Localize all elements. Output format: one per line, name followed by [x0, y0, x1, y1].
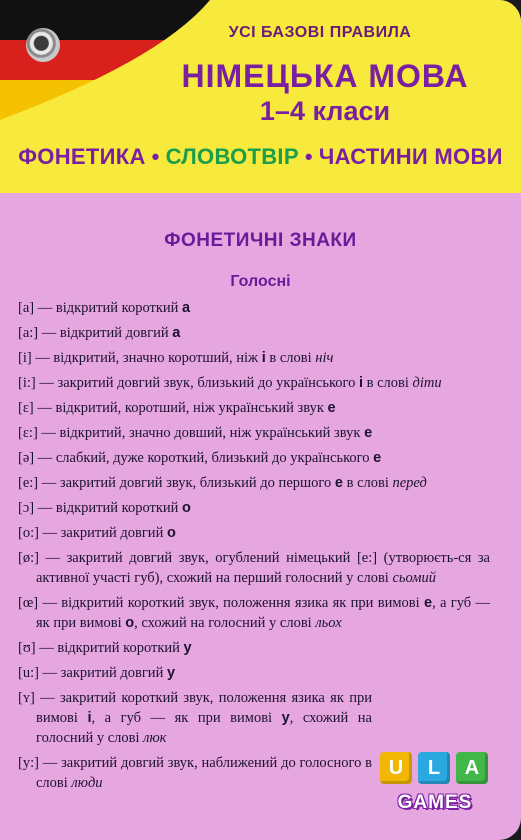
- list-item: [e:] — закритий довгий звук, близький до першого е в слові перед: [18, 475, 427, 491]
- list-item: [ɔ] — відкритий короткий о: [18, 500, 191, 516]
- series-title: УСІ БАЗОВІ ПРАВИЛА: [228, 24, 412, 41]
- logo-cube-a: A: [456, 752, 488, 784]
- logo-cube-u: U: [380, 752, 412, 784]
- card-header: [0, 0, 521, 193]
- list-item: [ʊ] — відкритий короткий у: [18, 640, 192, 656]
- list-item: [a:] — відкритий довгий а: [18, 325, 181, 341]
- topic-phonetics: ФОНЕТИКА: [18, 144, 146, 169]
- section-subtitle: Голосні: [230, 273, 291, 290]
- list-item: [ɛ] — відкритий, коротший, ніж український звук е: [18, 400, 336, 416]
- section-title: ФОНЕТИЧНІ ЗНАКИ: [164, 230, 357, 251]
- topic-parts-of-speech: ЧАСТИНИ МОВИ: [318, 144, 503, 169]
- list-item: [o:] — закритий довгий о: [18, 525, 176, 541]
- topic-separator: •: [151, 144, 160, 169]
- topic-word-formation: СЛОВОТВІР: [165, 144, 299, 169]
- book-title: НІМЕЦЬКА МОВА: [181, 58, 469, 94]
- grade-range: 1–4 класи: [259, 96, 391, 126]
- list-item: [i] — відкритий, значно коротший, ніж і в слові ніч: [18, 350, 334, 366]
- ula-games-logo: [378, 752, 490, 822]
- list-item: [a] — відкритий короткий а: [18, 300, 191, 316]
- list-item: [œ] — відкритий короткий звук, положення язика як при вимові е, а губ — як при вимові о, схожий на голосний у слові льох: [18, 595, 490, 631]
- list-item: [ə] — слабкий, дуже короткий, близький до українського е: [18, 450, 382, 466]
- list-item: [i:] — закритий довгий звук, близький до українського і в слові діти: [18, 375, 442, 391]
- list-item: [ɛ:] — відкритий, значно довший, ніж український звук е: [18, 425, 373, 441]
- logo-cube-l: L: [418, 752, 450, 784]
- ring-hole-icon: [26, 28, 60, 62]
- list-item: [ʏ] — закритий короткий звук, положення язика як при вимові і, а губ — як при вимові у, схожий на голосний у слові люк: [18, 690, 372, 746]
- topics-line: [0, 144, 521, 170]
- topic-separator: •: [304, 144, 313, 169]
- list-item: [u:] — закритий довгий у: [18, 665, 176, 681]
- logo-word: GAMES: [397, 792, 473, 813]
- list-item: [y:] — закритий довгий звук, наближений до голосного в слові люди: [18, 755, 372, 791]
- vowel-list: [18, 298, 490, 798]
- list-item: [ø:] — закритий довгий звук, огублений німецький [e:] (утворюєть-ся за активної участі губ), схожий на перший голосний у слові сьомий: [18, 550, 490, 586]
